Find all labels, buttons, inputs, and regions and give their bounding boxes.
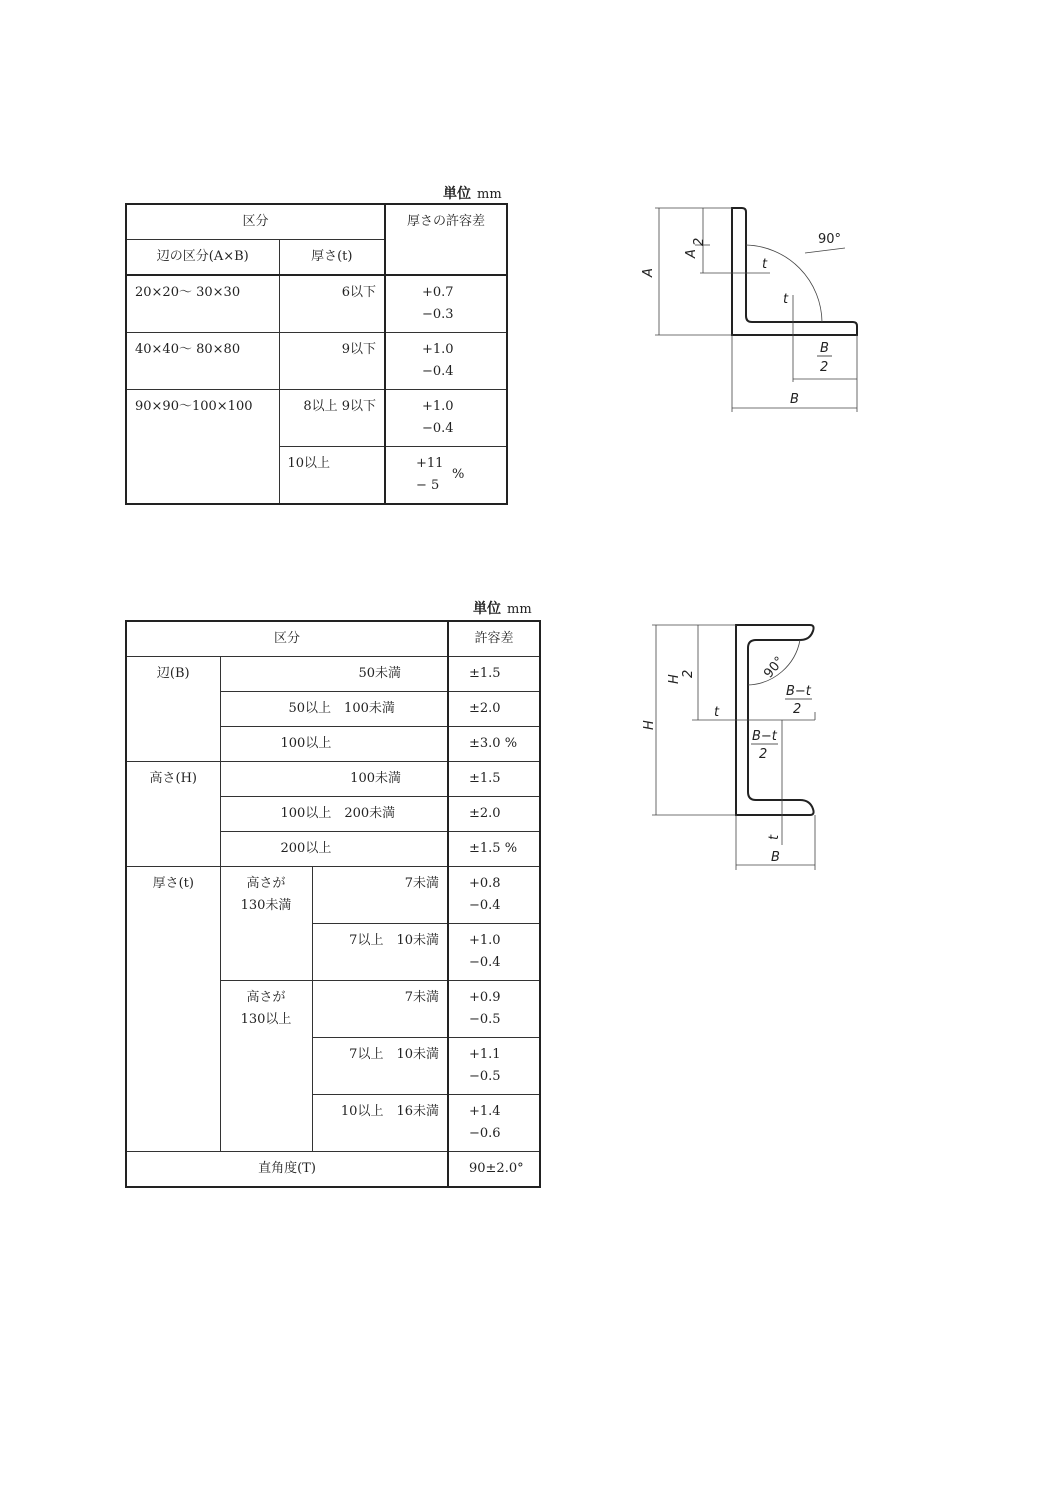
height-label: 高さ(H) [126, 762, 220, 867]
tol-minus: −0.3 [422, 307, 454, 322]
tol-minus: −0.4 [422, 364, 454, 379]
range-cell: 7以上 10未満 [312, 1038, 448, 1095]
dim-H: H [642, 720, 657, 730]
dim-B: B [771, 850, 780, 865]
dim-B-half-num: B [820, 341, 829, 356]
side-cell: 20×20〜 30×30 [126, 275, 279, 333]
angle-label: 90° [818, 232, 842, 247]
tol-cell: ±2.0 [448, 797, 540, 832]
group-label: 130未満 [240, 898, 292, 913]
tol-plus: +1.0 [469, 933, 501, 948]
header-tolerance: 許容差 [448, 621, 540, 657]
tol-minus: − 5 [416, 478, 440, 493]
range-cell: 50未満 [220, 657, 448, 692]
range-cell: 7未満 [312, 981, 448, 1038]
angle-section-diagram [630, 195, 870, 425]
header-group: 区分 [126, 204, 385, 240]
dim-A: A [641, 268, 656, 277]
angle-thickness-tolerance-table [125, 203, 508, 505]
side-cell: 40×40〜 80×80 [126, 333, 279, 390]
dim-A-half-num: A [684, 249, 699, 258]
dim-t-web: t [762, 257, 768, 272]
range-cell: 50以上 100未満 [220, 692, 448, 727]
unit-label: 単位 [473, 601, 501, 617]
tol-plus: +1.0 [422, 342, 454, 357]
header-side: 辺の区分(A×B) [126, 240, 279, 276]
side-cell: 90×90〜100×100 [126, 390, 279, 505]
dim-B: B [790, 392, 799, 407]
percent-suffix: % [452, 467, 465, 482]
channel-tolerance-table [125, 620, 541, 1188]
thickness-cell: 8以上 9以下 [279, 390, 385, 447]
tol-plus: +1.4 [469, 1104, 501, 1119]
dim-t-flange: t [783, 292, 789, 307]
unit-value: mm [507, 602, 532, 617]
table-row [126, 390, 507, 447]
group-label: 高さが [246, 876, 286, 891]
dim-H-half-num: H [667, 674, 682, 684]
unit-label: 単位 [443, 186, 471, 202]
dim-B-half-den: 2 [820, 360, 829, 375]
tol-plus: +11 [416, 456, 444, 471]
table-row [126, 333, 507, 390]
tol-cell: ±2.0 [448, 692, 540, 727]
tol-plus: +0.9 [469, 990, 501, 1005]
tol-cell: ±1.5 % [448, 832, 540, 867]
dim-bt-num-1: B−t [786, 684, 811, 699]
header-tolerance: 厚さの許容差 [385, 204, 507, 275]
thickness-cell: 6以下 [279, 275, 385, 333]
range-cell: 10以上 16未満 [312, 1095, 448, 1152]
tol-plus: +0.7 [422, 285, 454, 300]
tol-cell: ±3.0 % [448, 727, 540, 762]
range-cell: 100以上 200未満 [220, 797, 448, 832]
dim-t-flange: t [767, 834, 782, 840]
side-label: 辺(B) [126, 657, 220, 762]
squareness-tol: 90±2.0° [448, 1152, 540, 1188]
angle-label: 90° [761, 653, 788, 682]
thickness-cell: 9以下 [279, 333, 385, 390]
dim-bt-den-2: 2 [759, 747, 768, 762]
tol-minus: −0.5 [469, 1012, 501, 1027]
tol-plus: +0.8 [469, 876, 501, 891]
dim-t-web: t [714, 705, 720, 720]
table-row [126, 275, 507, 333]
squareness-label: 直角度(T) [126, 1152, 448, 1188]
table2-unit [473, 598, 532, 618]
tol-cell: ±1.5 [448, 762, 540, 797]
range-cell: 100未満 [220, 762, 448, 797]
dim-A-half-den: 2 [692, 237, 707, 246]
tol-cell: ±1.5 [448, 657, 540, 692]
channel-section-diagram [630, 615, 830, 875]
range-cell: 7以上 10未満 [312, 924, 448, 981]
tol-minus: −0.4 [422, 421, 454, 436]
group-label: 高さが [246, 990, 286, 1005]
tol-minus: −0.6 [469, 1126, 501, 1141]
tol-plus: +1.1 [469, 1047, 501, 1062]
table1-unit [443, 183, 502, 203]
dim-bt-den-1: 2 [793, 702, 802, 717]
range-cell: 7未満 [312, 867, 448, 924]
unit-value: mm [477, 187, 502, 202]
thickness-cell: 10以上 [279, 447, 385, 505]
range-cell: 200以上 [220, 832, 448, 867]
thickness-label: 厚さ(t) [126, 867, 220, 1152]
range-cell: 100以上 [220, 727, 448, 762]
tol-plus: +1.0 [422, 399, 454, 414]
header-group: 区分 [126, 621, 448, 657]
tol-minus: −0.4 [469, 898, 501, 913]
dim-bt-num-2: B−t [752, 729, 777, 744]
header-thickness: 厚さ(t) [279, 240, 385, 276]
tol-minus: −0.5 [469, 1069, 501, 1084]
dim-H-half-den: 2 [681, 669, 696, 678]
group-label: 130以上 [240, 1012, 292, 1027]
tol-minus: −0.4 [469, 955, 501, 970]
